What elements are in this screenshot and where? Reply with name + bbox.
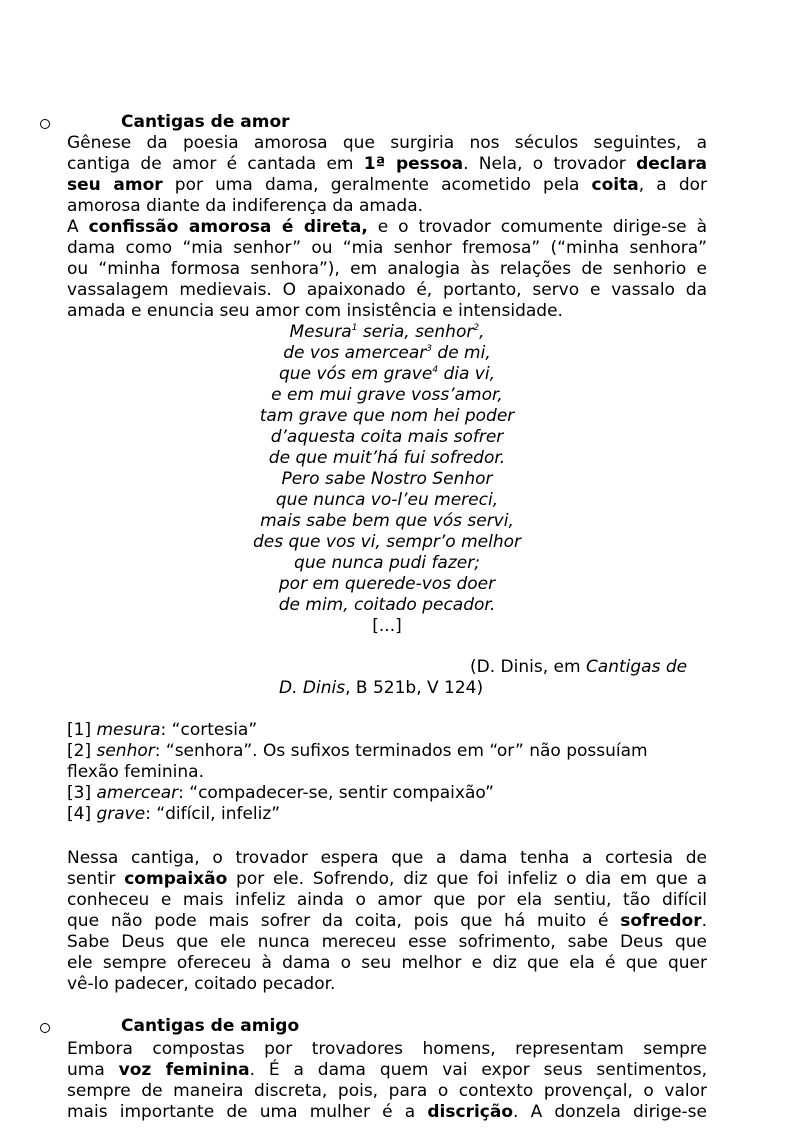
text-line: A confissão amorosa é direta, e o trovador comumente dirige-se à (67, 217, 707, 237)
footnote-item-continuation: flexão feminina. (67, 762, 204, 782)
footnote-item: [1] mesura: “cortesia” (67, 720, 258, 740)
poem-verse: de mim, coitado pecador. (278, 595, 496, 615)
text-line: dama como “mia senhor” ou “mia senhor fremosa” (“minha senhora” (67, 238, 707, 258)
bullet-circle-icon (40, 1023, 50, 1033)
text-line: Gênese da poesia amorosa que surgiria nos séculos seguintes, a (67, 133, 707, 153)
bullet-circle-icon (40, 119, 50, 129)
footnote-item: [3] amercear: “compadecer-se, sentir compaixão” (67, 783, 494, 803)
section-heading-cantigas-de-amor: Cantigas de amor (121, 112, 290, 132)
poem-verse: Pero sabe Nostro Senhor (281, 469, 493, 489)
text-line: vassalagem medievais. O apaixonado é, portanto, servo e vassalo da (67, 280, 707, 300)
poem-verse: mais sabe bem que vós servi, (260, 511, 514, 531)
paragraph-confissao (67, 217, 707, 322)
text-line: amorosa diante da indiferença da amada. (67, 196, 424, 216)
paragraph-intro (67, 133, 707, 217)
poem-verse: des que vos vi, sempr’o melhor (252, 532, 522, 552)
poem-verse: Mesura$^1$ seria, senhor$^2$, (289, 322, 485, 342)
text-line: mais importante de uma mulher é a discrição. A donzela dirige-se (67, 1102, 707, 1122)
text-line: uma voz feminina. É a dama quem vai expor seus sentimentos, (67, 1060, 708, 1080)
text-line: cantiga de amor é cantada em 1ª pessoa. Nela, o trovador declara (67, 154, 708, 174)
footnotes (67, 720, 707, 825)
text-line: ou “minha formosa senhora”), em analogia às relações de senhorio e (67, 259, 707, 279)
poem-verse: tam grave que nom hei poder (259, 406, 515, 426)
poem-citation-line2: D. Dinis, B 521b, V 124) (279, 678, 484, 698)
section-heading-cantigas-de-amigo: Cantigas de amigo (121, 1016, 300, 1036)
text-line: sentir compaixão por ele. Sofrendo, diz que foi infeliz o dia em que a (67, 869, 707, 889)
text-line: Nessa cantiga, o trovador espera que a dama tenha a cortesia de (67, 848, 707, 868)
poem-verse: que vós em grave$^4$ dia vi, (279, 364, 495, 384)
poem-verse: que nunca pudi fazer; (294, 553, 480, 573)
text-line: sempre de maneira discreta, pois, para o contexto provençal, o valor (67, 1081, 707, 1101)
poem-verse: de vos amercear$^3$ de mi, (283, 343, 491, 363)
text-line: seu amor por uma dama, geralmente acometido pela coita, a dor (67, 175, 707, 195)
text-line: vê-lo padecer, coitado pecador. (67, 974, 336, 994)
poem-ellipsis: [...] (372, 616, 402, 636)
poem-verse: que nunca vo-l’eu mereci, (275, 490, 499, 510)
footnote-item: [2] senhor: “senhora”. Os sufixos terminados em “or” não possuíam (67, 741, 648, 761)
poem-verse: e em mui grave voss’amor, (271, 385, 503, 405)
text-line: que não pode mais sofrer da coita, pois que há muito é sofredor. (67, 911, 707, 931)
footnote-item: [4] grave: “difícil, infeliz” (67, 804, 281, 824)
paragraph-amigo-intro (67, 1039, 707, 1123)
text-line: Sabe Deus que ele nunca mereceu esse sofrimento, sabe Deus que (67, 932, 707, 952)
text-line: ele sempre ofereceu à dama o seu melhor e diz que ela é que quer (67, 953, 707, 973)
paragraph-analysis (67, 848, 707, 995)
poem-citation-line1: (D. Dinis, em Cantigas de (470, 657, 688, 677)
text-line: amada e enuncia seu amor com insistência e intensidade. (67, 301, 563, 321)
poem-verse: de que muit’há fui sofredor. (268, 448, 506, 468)
poem-verse: d’aquesta coita mais sofrer (270, 427, 504, 447)
poem-verse: por em querede-vos doer (278, 574, 496, 594)
text-line: conheceu e mais infeliz ainda o amor que por ela sentiu, tão difícil (67, 890, 707, 910)
text-line: Embora compostas por trovadores homens, representam sempre (67, 1039, 707, 1059)
poem-block (67, 322, 707, 637)
